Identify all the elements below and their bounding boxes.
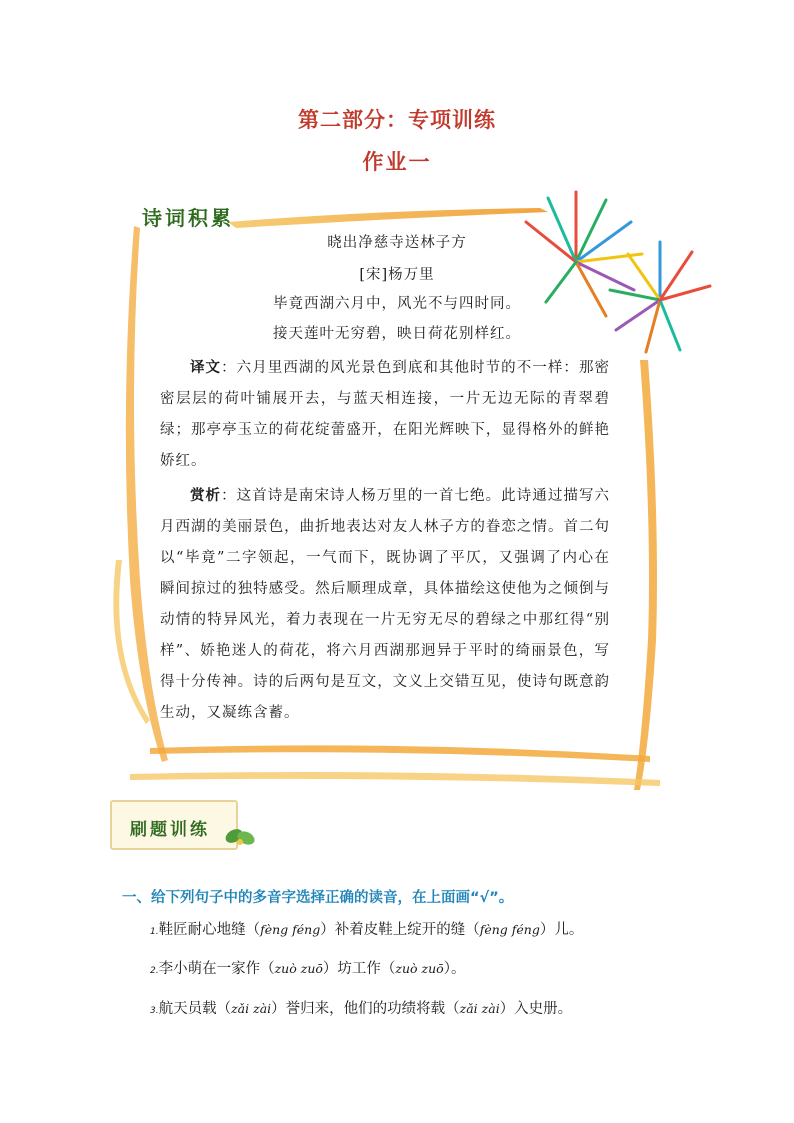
- translation-paragraph: [160, 352, 610, 477]
- question-item: 1.鞋匠耐心地缝（fèng féng）补着皮鞋上绽开的缝（fèng féng）儿。: [150, 922, 584, 938]
- question-heading: 一、给下列句子中的多音字选择正确的读音，在上面画“√”。: [122, 890, 514, 906]
- appreciation-paragraph: [160, 480, 610, 729]
- appreciation-text: ：这首诗是南宋诗人杨万里的一首七绝。此诗通过描写六月西湖的美丽景色，曲折地表达对友人林子方的眷恋之情。首二句以“毕竟”二字领起，一气而下，既协调了平仄，又强调了内心在瞬间掠过的独特感受。然后顺理成章，具体描绘这使他为之倾倒与动情的特异风光，着力表现在一片无穷无尽的碧绿之中那红得“别样”、娇艳迷人的荷花，将六月西湖那迥异于平时的绮丽景色，写得十分传神。诗的后两句是互文，文义上交错互见，使诗句既意韵生动，又凝练含蓄。: [160, 488, 611, 721]
- pinyin-options[interactable]: zǎi zài: [231, 1001, 272, 1016]
- poem-line-1: 毕竟西湖六月中，风光不与四时同。: [273, 296, 521, 312]
- translation-text: ：六月里西湖的风光景色到底和其他时节的不一样：那密密层层的荷叶铺展开去，与蓝天相连接，一片无边无际的青翠碧绿；那亭亭玉立的荷花绽蕾盛开，在阳光辉映下，显得格外的鲜艳娇红。: [160, 360, 611, 469]
- poem-line-2: 接天莲叶无穷碧，映日荷花别样红。: [273, 326, 521, 342]
- question-item: 2.李小萌在一家作（zuò zuō）坊工作（zuò zuō）。: [150, 961, 466, 977]
- question-item: 3.航天员载（zǎi zài）誉归来，他们的功绩将载（zǎi zài）入史册。: [150, 1001, 573, 1017]
- page-title: 第二部分：专项训练: [298, 108, 496, 132]
- pinyin-options[interactable]: fèng féng: [260, 922, 321, 937]
- page-subtitle: 作业一: [362, 150, 432, 174]
- pinyin-options[interactable]: zuò zuō: [395, 961, 444, 976]
- drill-section-heading: 刷题训练: [130, 820, 210, 840]
- translation-label: 译文: [190, 359, 222, 376]
- poem-author: [宋]杨万里: [359, 267, 435, 283]
- pinyin-options[interactable]: zǎi zài: [459, 1001, 500, 1016]
- poem-title: 晓出净慈寺送林子方: [327, 235, 467, 251]
- appreciation-label: 赏析: [190, 487, 222, 504]
- poetry-section-heading: 诗词积累: [142, 206, 234, 230]
- leaf-icon: [222, 818, 258, 854]
- pinyin-options[interactable]: zuò zuō: [274, 961, 323, 976]
- pinyin-options[interactable]: fèng féng: [479, 922, 540, 937]
